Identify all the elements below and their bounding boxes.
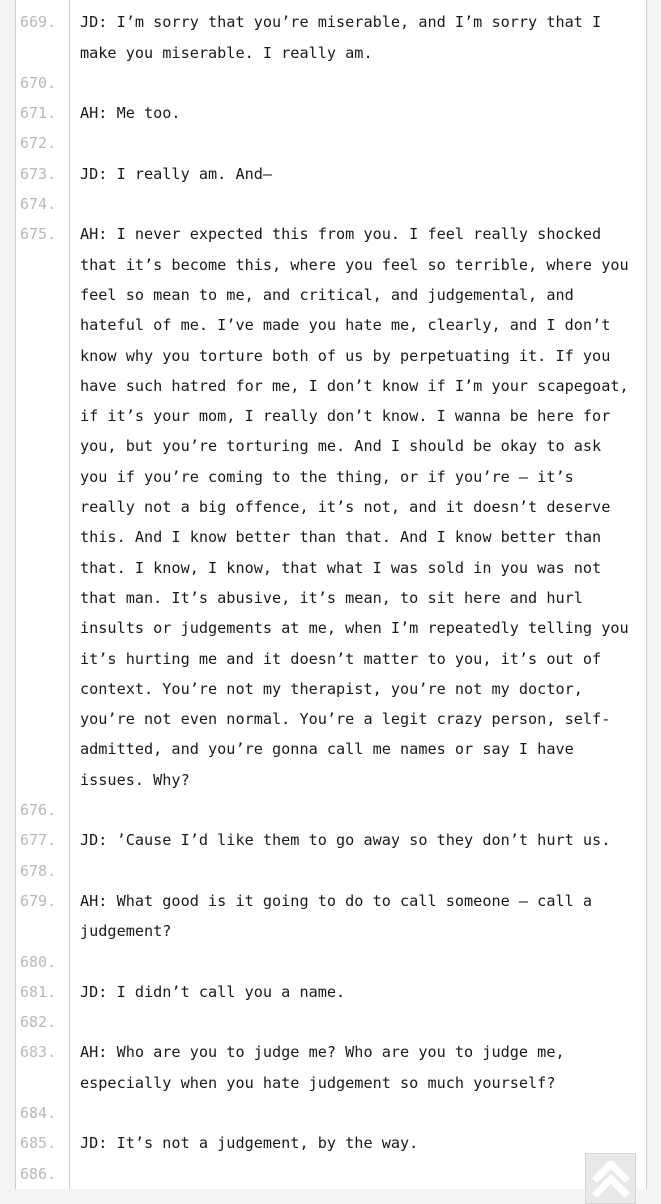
transcript-line: AH: Me too.	[80, 104, 181, 123]
transcript-row	[16, 1128, 646, 1158]
line-number	[16, 371, 69, 401]
transcript-row	[16, 462, 646, 492]
transcript-row	[16, 492, 646, 522]
transcript-line: have such hatred for me, I don’t know if I’m your scapegoat,	[80, 376, 629, 395]
transcript-line: really not a big offence, it’s not, and it doesn’t deserve	[80, 498, 611, 517]
transcript-row	[16, 613, 646, 643]
transcript-row	[16, 1007, 646, 1037]
transcript-line: if it’s your mom, I really don’t know. I wanna be here for	[80, 407, 611, 426]
line-number	[16, 0, 69, 7]
transcript-row	[16, 431, 646, 461]
transcript-row	[16, 704, 646, 734]
transcript-line: you if you’re coming to the thing, or if you’re — it’s	[80, 467, 574, 486]
line-number	[16, 38, 69, 68]
transcript-row	[16, 159, 646, 189]
transcript-row	[16, 522, 646, 552]
transcript-row	[16, 795, 646, 825]
transcript-line: JD: I really am. And—	[80, 164, 273, 183]
transcript-line	[69, 189, 646, 219]
transcript-line: AH: Who are you to judge me? Who are you to judge me,	[80, 1043, 565, 1062]
transcript-row	[16, 886, 646, 916]
transcript-line	[69, 1007, 646, 1037]
transcript-line: judgement?	[80, 922, 172, 941]
transcript-line	[69, 856, 646, 886]
line-number: 674.	[20, 195, 57, 214]
line-number: 677.	[20, 831, 57, 850]
line-number	[16, 492, 69, 522]
line-number: 671.	[20, 104, 57, 123]
line-number	[16, 401, 69, 431]
transcript-line: issues. Why?	[80, 770, 190, 789]
line-number: 675.	[20, 225, 57, 244]
line-number: 685.	[20, 1134, 57, 1153]
transcript-viewer	[15, 0, 647, 1189]
transcript-line	[69, 128, 646, 158]
transcript-line: JD: I’m sorry that you’re miserable, and I’m sorry that I	[80, 13, 602, 32]
transcript-row	[16, 825, 646, 855]
transcript-line: hateful of me. I’ve made you hate me, clearly, and I don’t	[80, 316, 611, 335]
transcript-line: make you miserable. I really am.	[80, 43, 373, 62]
line-number	[16, 310, 69, 340]
transcript-line: this. And I know better than that. And I know better than	[80, 528, 602, 547]
line-number	[16, 250, 69, 280]
line-number: 672.	[20, 134, 57, 153]
transcript-row	[16, 1068, 646, 1098]
transcript-row	[16, 674, 646, 704]
transcript-line: context. You’re not my therapist, you’re not my doctor,	[80, 679, 583, 698]
line-number	[16, 522, 69, 552]
line-number	[16, 280, 69, 310]
transcript-row	[16, 583, 646, 613]
transcript-row	[16, 219, 646, 249]
line-number	[16, 765, 69, 795]
transcript-line: JD: I didn’t call you a name.	[80, 982, 346, 1001]
line-number: 683.	[20, 1043, 57, 1062]
transcript-row	[16, 856, 646, 886]
transcript-row	[16, 553, 646, 583]
line-number	[16, 916, 69, 946]
line-number: 680.	[20, 952, 57, 971]
line-number: 679.	[20, 891, 57, 910]
transcript-row	[16, 128, 646, 158]
line-number	[16, 644, 69, 674]
transcript-row	[16, 371, 646, 401]
transcript-row	[16, 947, 646, 977]
transcript-line: that. I know, I know, that what I was sold in you was not	[80, 558, 602, 577]
transcript-row	[16, 1159, 646, 1189]
transcript-line	[69, 0, 646, 7]
transcript-line	[69, 947, 646, 977]
line-number	[16, 431, 69, 461]
line-number: 684.	[20, 1103, 57, 1122]
transcript-row	[16, 38, 646, 68]
transcript-line: feel so mean to me, and critical, and judgemental, and	[80, 285, 574, 304]
transcript-row	[16, 1037, 646, 1067]
line-number: 673.	[20, 164, 57, 183]
transcript-line: know why you torture both of us by perpetuating it. If you	[80, 346, 611, 365]
transcript-line: AH: What good is it going to do to call someone — call a	[80, 891, 593, 910]
transcript-line: JD: ’Cause I’d like them to go away so they don’t hurt us.	[80, 831, 611, 850]
transcript-row	[16, 280, 646, 310]
line-number: 676.	[20, 801, 57, 820]
transcript-row	[16, 68, 646, 98]
line-number	[16, 613, 69, 643]
scroll-to-top-button[interactable]	[585, 1153, 636, 1204]
transcript-line: that it’s become this, where you feel so terrible, where you	[80, 255, 629, 274]
transcript-row	[16, 0, 646, 7]
line-number: 669.	[20, 13, 57, 32]
line-number	[16, 341, 69, 371]
line-number	[16, 1068, 69, 1098]
transcript-line	[69, 1159, 646, 1189]
line-number: 670.	[20, 73, 57, 92]
transcript-line: you, but you’re torturing me. And I should be okay to ask	[80, 437, 602, 456]
line-number: 678.	[20, 861, 57, 880]
transcript-line: AH: I never expected this from you. I feel really shocked	[80, 225, 602, 244]
transcript-row	[16, 98, 646, 128]
transcript-row	[16, 189, 646, 219]
line-number: 682.	[20, 1013, 57, 1032]
line-number	[16, 704, 69, 734]
line-number	[16, 583, 69, 613]
line-number	[16, 674, 69, 704]
transcript-row	[16, 401, 646, 431]
transcript-row	[16, 644, 646, 674]
transcript-line: admitted, and you’re gonna call me names or say I have	[80, 740, 574, 759]
transcript-line	[69, 795, 646, 825]
line-number	[16, 462, 69, 492]
transcript-row	[16, 250, 646, 280]
transcript-line: JD: It’s not a judgement, by the way.	[80, 1134, 419, 1153]
transcript-line: it’s hurting me and it doesn’t matter to you, it’s out of	[80, 649, 602, 668]
transcript-line: you’re not even normal. You’re a legit crazy person, self-	[80, 710, 611, 729]
transcript-row	[16, 310, 646, 340]
transcript-row	[16, 734, 646, 764]
line-number: 681.	[20, 982, 57, 1001]
transcript-row	[16, 977, 646, 1007]
transcript-row	[16, 1098, 646, 1128]
line-number	[16, 734, 69, 764]
line-number: 686.	[20, 1164, 57, 1183]
transcript-line	[69, 1098, 646, 1128]
transcript-row	[16, 765, 646, 795]
transcript-line: insults or judgements at me, when I’m repeatedly telling you	[80, 619, 629, 638]
transcript-line	[69, 68, 646, 98]
chevron-up-icon	[591, 1161, 631, 1197]
transcript-row	[16, 341, 646, 371]
transcript-line: especially when you hate judgement so much yourself?	[80, 1073, 556, 1092]
transcript-row	[16, 7, 646, 37]
transcript-row	[16, 916, 646, 946]
line-number	[16, 553, 69, 583]
transcript-line: that man. It’s abusive, it’s mean, to sit here and hurl	[80, 588, 583, 607]
